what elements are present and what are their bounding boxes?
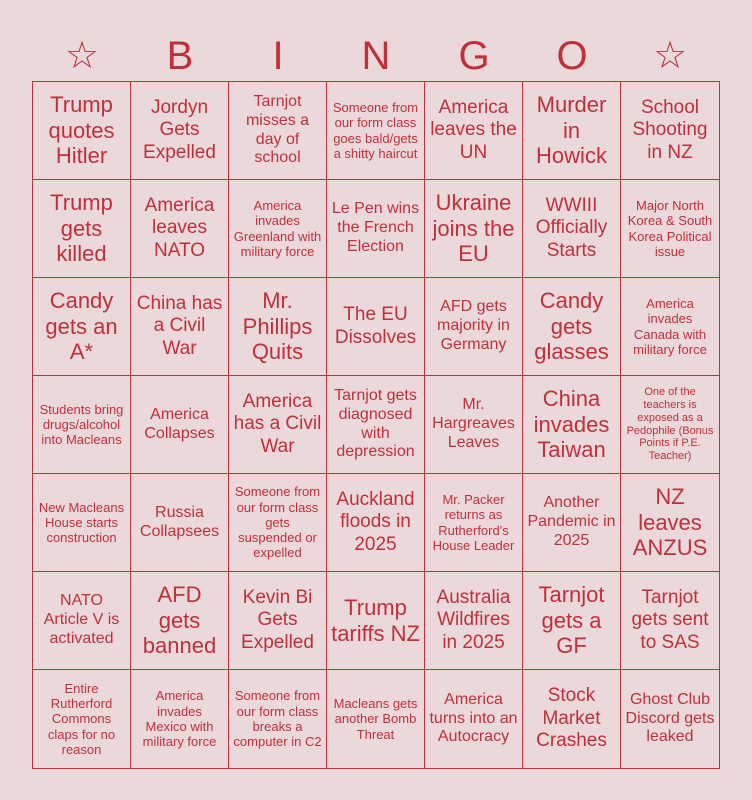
bingo-cell[interactable]: NZ leaves ANZUS [621, 474, 719, 572]
star-icon-right: ☆ [652, 35, 688, 77]
bingo-cell[interactable]: Trump gets killed [33, 180, 131, 278]
bingo-cell[interactable]: America invades Canada with military force [621, 278, 719, 376]
bingo-cell[interactable]: AFD gets majority in Germany [425, 278, 523, 376]
bingo-cell[interactable]: Mr. Hargreaves Leaves [425, 376, 523, 474]
bingo-cell[interactable]: Candy gets glasses [523, 278, 621, 376]
bingo-cell[interactable]: Macleans gets another Bomb Threat [327, 670, 425, 768]
bingo-cell[interactable]: Major North Korea & South Korea Political issue [621, 180, 719, 278]
bingo-cell[interactable]: Someone from our form class breaks a computer in C2 [229, 670, 327, 768]
bingo-cell[interactable]: China has a Civil War [131, 278, 229, 376]
bingo-cell[interactable]: Trump tariffs NZ [327, 572, 425, 670]
header-letter-i: I [272, 34, 284, 78]
bingo-cell[interactable]: WWIII Officially Starts [523, 180, 621, 278]
bingo-cell[interactable]: The EU Dissolves [327, 278, 425, 376]
bingo-cell[interactable]: Someone from our form class gets suspended or expelled [229, 474, 327, 572]
bingo-cell[interactable]: Australia Wildfires in 2025 [425, 572, 523, 670]
bingo-cell[interactable]: Jordyn Gets Expelled [131, 82, 229, 180]
bingo-cell[interactable]: NATO Article V is activated [33, 572, 131, 670]
header-letter-g: G [458, 34, 490, 78]
bingo-cell[interactable]: Students bring drugs/alcohol into Macleans [33, 376, 131, 474]
bingo-cell[interactable]: Candy gets an A* [33, 278, 131, 376]
bingo-cell[interactable]: Le Pen wins the French Election [327, 180, 425, 278]
bingo-cell[interactable]: Trump quotes Hitler [33, 82, 131, 180]
bingo-cell[interactable]: New Macleans House starts construction [33, 474, 131, 572]
bingo-cell[interactable]: America has a Civil War [229, 376, 327, 474]
bingo-cell[interactable]: Ghost Club Discord gets leaked [625, 690, 715, 746]
bingo-cell[interactable]: Tarnjot misses a day of school [229, 82, 327, 180]
bingo-cell[interactable]: America Collapses [131, 376, 229, 474]
bingo-cell[interactable]: Someone from our form class goes bald/gets a shitty haircut [327, 82, 425, 180]
header-letter-n: N [361, 34, 391, 78]
bingo-cell[interactable]: America invades Greenland with military force [229, 180, 327, 278]
bingo-card-grid [32, 81, 720, 769]
bingo-cell[interactable]: China invades Taiwan [523, 376, 621, 474]
bingo-cell[interactable]: Kevin Bi Gets Expelled [229, 572, 327, 670]
bingo-cell[interactable]: One of the teachers is exposed as a Pedophile (Bonus Points if P.E. Teacher) [621, 376, 719, 474]
bingo-cell[interactable]: Auckland floods in 2025 [327, 474, 425, 572]
bingo-cell[interactable]: Stock Market Crashes [523, 670, 621, 768]
header-letter-b: B [166, 34, 194, 78]
bingo-cell[interactable]: Mr. Phillips Quits [229, 278, 327, 376]
bingo-cell[interactable]: America leaves the UN [425, 82, 523, 180]
star-icon-left: ☆ [64, 35, 100, 77]
bingo-cell[interactable]: Entire Rutherford Commons claps for no reason [33, 670, 131, 768]
bingo-cell[interactable]: Tarnjot gets sent to SAS [621, 572, 719, 670]
bingo-cell[interactable]: Another Pandemic in 2025 [523, 474, 621, 572]
bingo-cell[interactable]: America turns into an Autocracy [425, 670, 523, 768]
bingo-cell[interactable]: School Shooting in NZ [621, 82, 719, 180]
bingo-header [33, 30, 719, 82]
bingo-cell[interactable]: Ukraine joins the EU [425, 180, 523, 278]
bingo-cell[interactable]: America leaves NATO [131, 180, 229, 278]
bingo-cell[interactable]: Tarnjot gets diagnosed with depression [327, 376, 425, 474]
bingo-cell[interactable]: America invades Mexico with military force [131, 670, 229, 768]
bingo-cell[interactable]: Murder in Howick [523, 82, 621, 180]
bingo-cell[interactable]: Russia Collapsees [131, 474, 229, 572]
bingo-cell[interactable]: Mr. Packer returns as Rutherford's House Leader [425, 474, 523, 572]
bingo-cell[interactable]: AFD gets banned [131, 572, 229, 670]
bingo-cell[interactable]: Tarnjot gets a GF [523, 572, 621, 670]
header-letter-o: O [556, 34, 588, 78]
